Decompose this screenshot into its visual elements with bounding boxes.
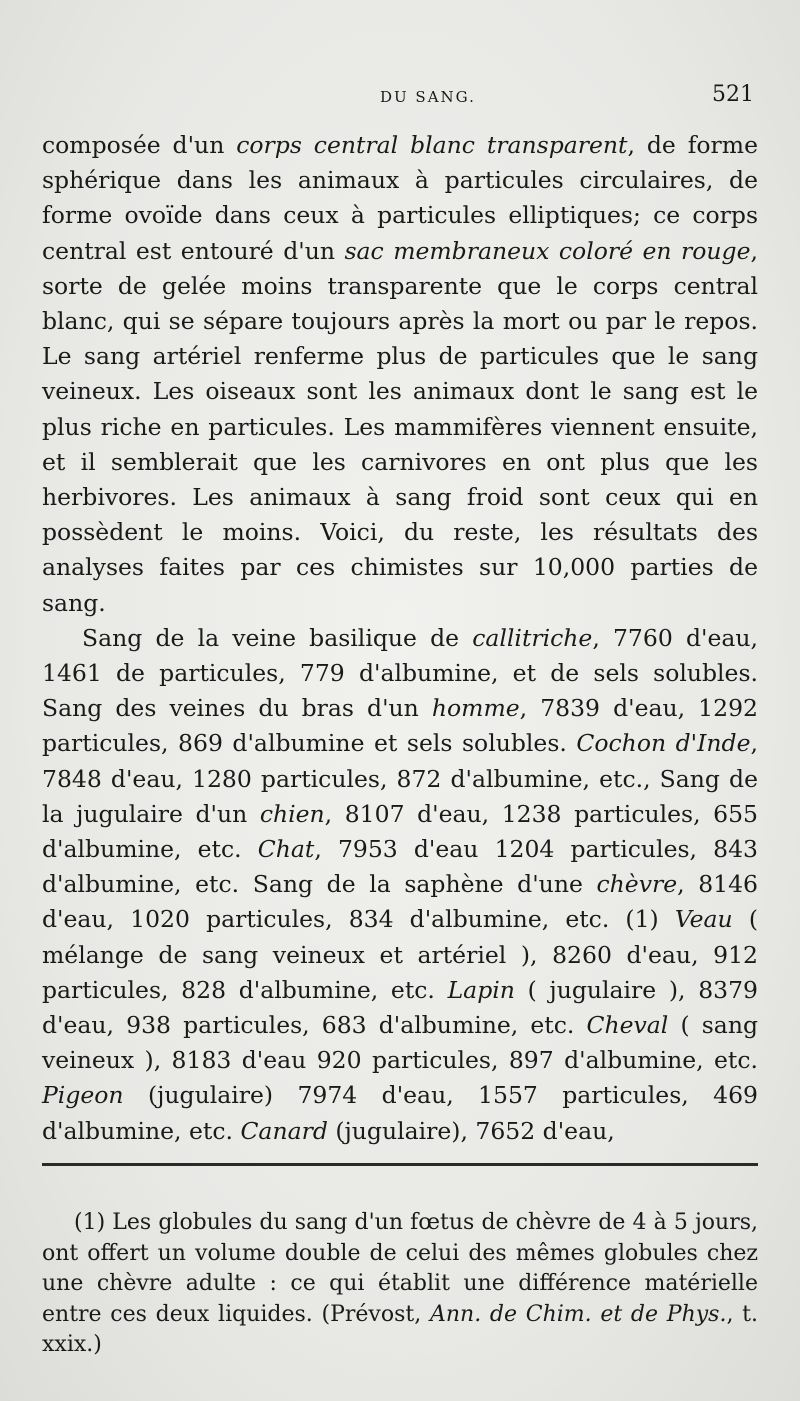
- italic-text: chèvre: [596, 870, 678, 899]
- running-title: DU SANG.: [380, 88, 476, 106]
- italic-text: Cochon d'Inde: [576, 729, 751, 758]
- text-run: , de forme sphérique dans les animaux à particules circulaires, de forme ovoïde dans ceux à particules elliptiques; ce corps central est entouré d'un: [42, 131, 758, 265]
- italic-text: Chat: [257, 835, 315, 864]
- text-run: , 7953 d'eau 1204 particules, 843 d'albumine, etc. Sang de la saphène d'une: [42, 835, 758, 899]
- paragraph-1: [42, 128, 758, 621]
- text-run: , t. xxix.): [42, 1301, 759, 1357]
- paragraph-2: [42, 621, 758, 1149]
- italic-text: corps central blanc transparent: [236, 131, 628, 159]
- text-run: (jugulaire), 7652 d'eau,: [327, 1116, 615, 1145]
- page-number: 521: [712, 82, 754, 107]
- text-run: , 7848 d'eau, 1280 particules, 872 d'albumine, etc., Sang de la jugulaire d'un: [42, 729, 758, 828]
- text-run: ( jugulaire ), 8379 d'eau, 938 particules, 683 d'albumine, etc.: [42, 975, 759, 1040]
- text-run: composée d'un: [42, 131, 237, 159]
- text-run: (jugulaire) 7974 d'eau, 1557 particules, 469 d'albumine, etc.: [42, 1081, 758, 1145]
- italic-text: chien: [259, 799, 325, 828]
- text-run: (1) Les globules du sang d'un fœtus de chèvre de 4 à 5 jours, ont offert un volume double de celui des mêmes globules chez une chèvre adulte : ce qui établit une différence matérielle entre ces deux liquides. (Prévost,: [42, 1210, 758, 1327]
- text-run: , sorte de gelée moins transparente que le corps central blanc, qui se sépare toujours après la mort ou par le repos. Le sang artériel renferme plus de particules que le sang veineux. Les oiseaux sont les animaux dont le sang est le plus riche en particules. Les mammifères viennent ensuite, et il semblerait que les carnivores en ont plus que les herbivores. Les animaux à sang froid sont ceux qui en possèdent le moins. Voici, du reste, les résultats des analyses faites par ces chimistes sur 10,000 parties de sang.: [42, 236, 758, 617]
- text-run: ( sang veineux ), 8183 d'eau 920 particules, 897 d'albumine, etc.: [42, 1011, 758, 1075]
- body-text: [42, 128, 758, 1149]
- italic-text: Ann. de Chim. et de Phys.: [429, 1301, 727, 1327]
- text-run: , 8146 d'eau, 1020 particules, 834 d'albumine, etc. (1): [42, 870, 759, 934]
- footnote-text: [42, 1208, 758, 1361]
- text-run: , 7760 d'eau, 1461 de particules, 779 d'albumine, et de sels solubles. Sang des veines du bras d'un: [42, 623, 758, 723]
- italic-text: sac membraneux coloré en rouge: [344, 236, 751, 265]
- text-run: , 7839 d'eau, 1292 particules, 869 d'albumine et sels solubles.: [42, 694, 758, 758]
- italic-text: callitriche: [472, 623, 593, 652]
- italic-text: Canard: [240, 1116, 328, 1145]
- italic-text: Veau: [674, 905, 733, 934]
- italic-text: homme: [431, 694, 520, 723]
- italic-text: Cheval: [586, 1011, 669, 1040]
- italic-text: Lapin: [447, 975, 515, 1004]
- text-run: ( mélange de sang veineux et artériel ), 8260 d'eau, 912 particules, 828 d'albumine, etc.: [42, 905, 758, 1004]
- italic-text: Pigeon: [42, 1081, 124, 1110]
- running-head: [40, 82, 760, 116]
- text-run: , 8107 d'eau, 1238 particules, 655 d'albumine, etc.: [42, 799, 758, 864]
- footnote-divider: [42, 1163, 758, 1166]
- text-run: Sang de la veine basilique de: [82, 623, 473, 652]
- footnote: [42, 1208, 758, 1361]
